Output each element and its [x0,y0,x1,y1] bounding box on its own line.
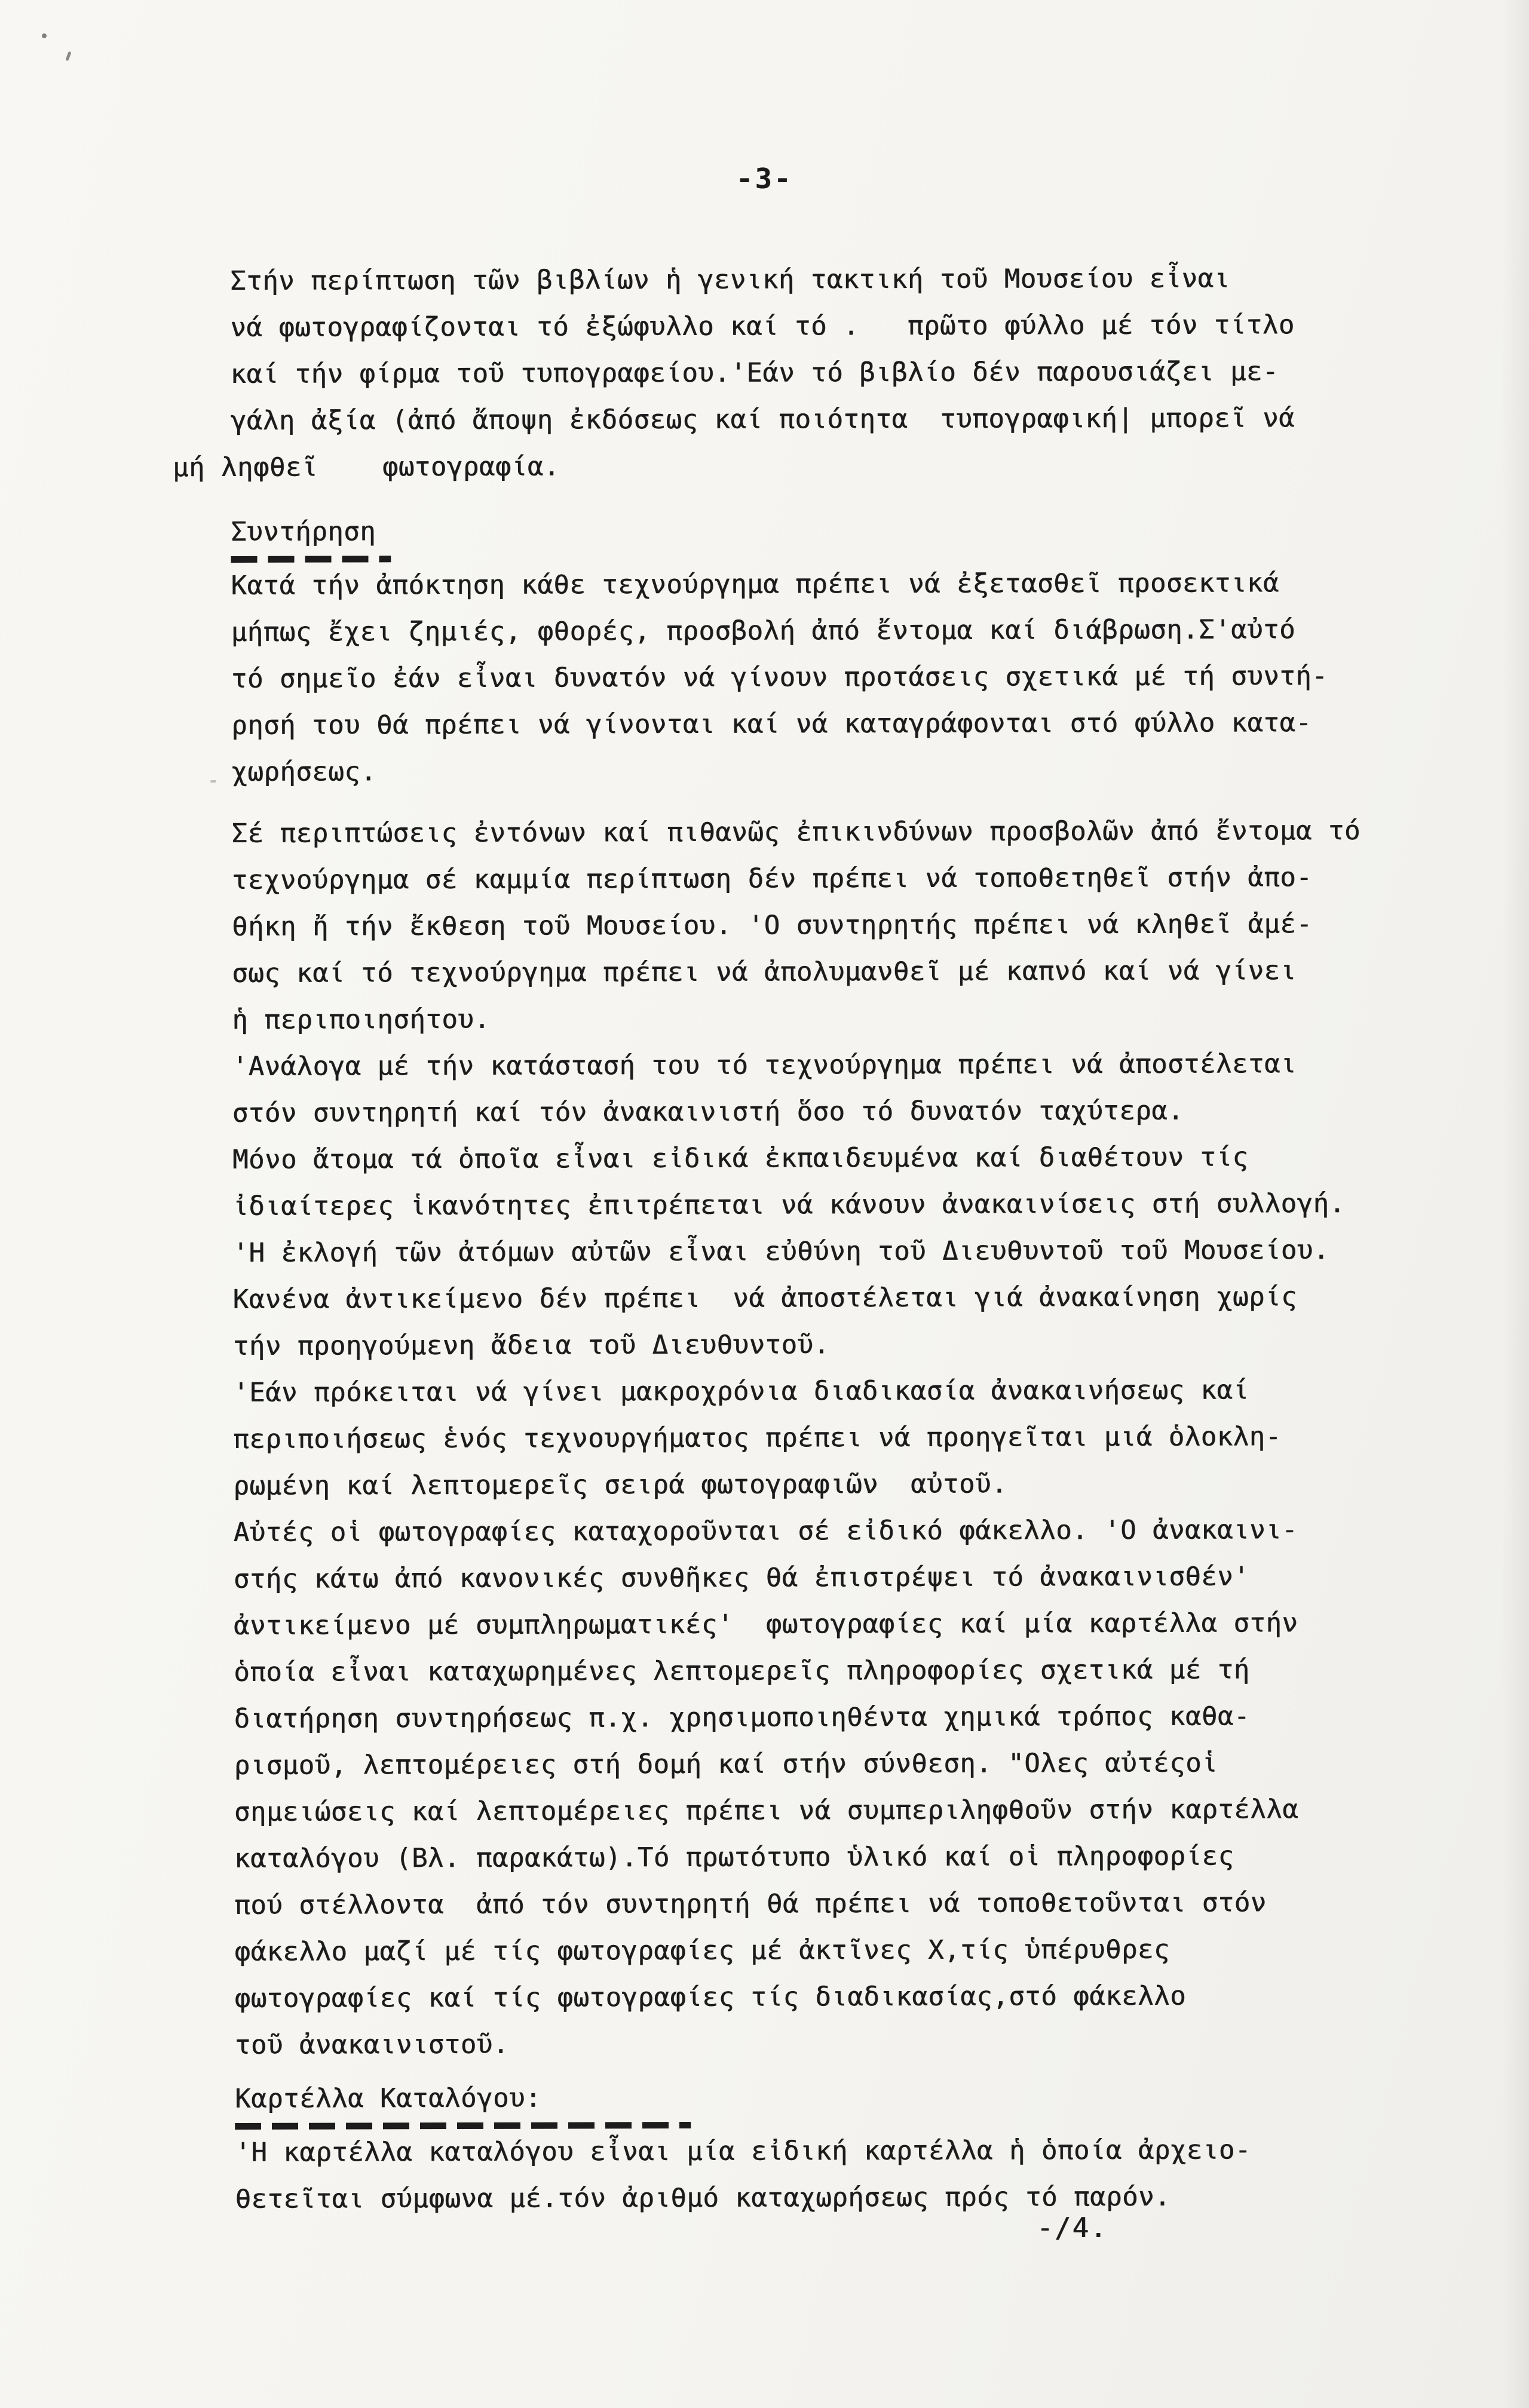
heading-label: Συντήρηση [231,508,391,563]
scan-speck [210,780,216,783]
scan-speck [42,33,47,38]
scan-speck [65,51,71,62]
text-line: γάλη ἀξία (ἀπό ἄποψη ἐκδόσεως καί ποιότητα τυπογραφική| μπορεῖ νά [230,403,1295,436]
text-line: Αὐτές οἱ φωτογραφίες καταχοροῦνται σέ εἰδικό φάκελλο. 'Ο ἀνακαινι- [233,1514,1298,1548]
text-line: τό σημεῖο ἐάν εἶναι δυνατόν νά γίνουν προτάσεις σχετικά μέ τή συντή- [231,661,1328,694]
text-line: Στήν περίπτωση τῶν βιβλίων ἡ γενική τακτική τοῦ Μουσείου εἶναι [230,263,1230,296]
text-line: στής κάτω ἀπό κανονικές συνθῆκες θά ἐπιστρέψει τό ἀνακαινισθέν' [233,1561,1250,1594]
text-line: χωρήσεως. [231,756,377,787]
text-line: μήπως ἔχει ζημιές, φθορές, προσβολή ἀπό ἔντομα καί διάβρωση.Σ'αὐτό [231,614,1296,648]
text-line: ἰδιαίτερες ἱκανότητες ἐπιτρέπεται νά κάνουν ἀνακαινίσεις στή συλλογή. [232,1188,1346,1222]
text-line: φωτογραφίες καί τίς φωτογραφίες τίς διαδικασίας,στό φάκελλο [234,1980,1187,2014]
heading-label: Καρτέλλα Καταλόγου: [235,2075,691,2130]
text-line: ρησή του θά πρέπει νά γίνονται καί νά καταγράφονται στό φύλλο κατα- [231,707,1312,741]
section-heading-catalog-card [235,2073,1364,2122]
text-line: τήν προηγούμενη ἄδεια τοῦ Διευθυντοῦ. [232,1329,830,1361]
text-line: Κανένα ἀντικείμενο δέν πρέπει νά ἀποστέλεται γιά ἀνακαίνηση χωρίς [232,1281,1297,1315]
text-line: ὁποία εἶναι καταχωρημένες λεπτομερεῖς πληροφορίες σχετικά μέ τή [234,1654,1250,1688]
text-line: καταλόγου (Βλ. παρακάτω).Τό πρωτότυπο ὑλικό καί οἱ πληροφορίες [234,1840,1234,1874]
text-line: περιποιήσεως ἑνός τεχνουργήματος πρέπει νά προηγεῖται μιά ὁλοκλη- [233,1421,1282,1455]
text-line: τεχνούργημα σέ καμμία περίπτωση δέν πρέπει νά τοποθετηθεῖ στήν ἀπο- [231,862,1313,895]
text-line: Σέ περιπτώσεις ἐντόνων καί πιθανῶς ἐπικινδύνων προσβολῶν ἀπό ἔντομα τό [231,815,1361,849]
section-heading-maintenance [231,506,1360,556]
text-line: Κατά τήν ἀπόκτηση κάθε τεχνούργημα πρέπει νά ἐξετασθεῖ προσεκτικά [231,568,1279,601]
text-line: ἡ περιποιησήτου. [232,1004,491,1035]
text-line: 'Ανάλογα μέ τήν κατάστασή του τό τεχνούργημα πρέπει νά ἀποστέλεται [232,1048,1297,1082]
text-line: τοῦ ἀνακαινιστοῦ. [234,2029,509,2060]
text-line: στόν συντηρητή καί τόν ἀνακαινιστή ὅσο τό δυνατόν ταχύτερα. [232,1095,1184,1128]
document-body [172,255,1364,2223]
text-line: ρισμοῦ, λεπτομέρειες στή δομή καί στήν σύνθεση. "Ολες αὐτέςοἱ [234,1747,1218,1781]
text-line: θήκη ἤ τήν ἔκθεση τοῦ Μουσείου. 'Ο συντηρητής πρέπει νά κληθεῖ ἀμέ- [231,909,1313,942]
text-line: Μόνο ἄτομα τά ὁποῖα εἶναι εἰδικά ἐκπαιδευμένα καί διαθέτουν τίς [232,1142,1249,1175]
text-line: ρωμένη καί λεπτομερεῖς σειρά φωτογραφιῶν αὐτοῦ. [233,1468,1007,1501]
text-line: 'Εάν πρόκειται νά γίνει μακροχρόνια διαδικασία ἀνακαινήσεως καί [232,1375,1249,1408]
text-line: μή ληφθεῖ φωτογραφία. [172,451,560,483]
text-line: διατήρηση συντηρήσεως π.χ. χρησιμοποιηθέντα χημικά τρόπος καθα- [234,1701,1250,1734]
text-line: σημειώσεις καί λεπτομέρειες πρέπει νά συμπεριληφθοῦν στήν καρτέλλα [234,1794,1299,1827]
page-number: -3- [736,162,793,195]
text-line: ἀντικείμενο μέ συμπληρωματικές' φωτογραφίες καί μία καρτέλλα στήν [233,1608,1298,1641]
text-line: καί τήν φίρμα τοῦ τυπογραφείου.'Εάν τό βιβλίο δέν παρουσιάζει με- [230,356,1279,389]
text-line: 'Η καρτέλλα καταλόγου εἶναι μία εἰδική καρτέλλα ἡ ὁποία ἀρχειο- [235,2134,1251,2168]
text-line: πού στέλλοντα ἀπό τόν συντηρητή θά πρέπει νά τοποθετοῦνται στόν [234,1887,1267,1921]
text-line: θετεῖται σύμφωνα μέ.τόν ἀριθμό καταχωρήσεως πρός τό παρόν. [235,2181,1171,2214]
text-line: νά φωτογραφίζονται τό ἐξώφυλλο καί τό . πρῶτο φύλλο μέ τόν τίτλο [230,309,1295,343]
text-line: 'Η ἐκλογή τῶν ἀτόμων αὐτῶν εἶναι εὐθύνη τοῦ Διευθυντοῦ τοῦ Μουσείου. [232,1235,1329,1268]
text-line: σως καί τό τεχνούργημα πρέπει νά ἀπολυμανθεῖ μέ καπνό καί νά γίνει [232,955,1297,989]
continuation-mark: -/4. [1037,2211,1108,2244]
text-line: φάκελλο μαζί μέ τίς φωτογραφίες μέ ἀκτῖνες Χ,τίς ὑπέρυθρες [234,1934,1170,1967]
